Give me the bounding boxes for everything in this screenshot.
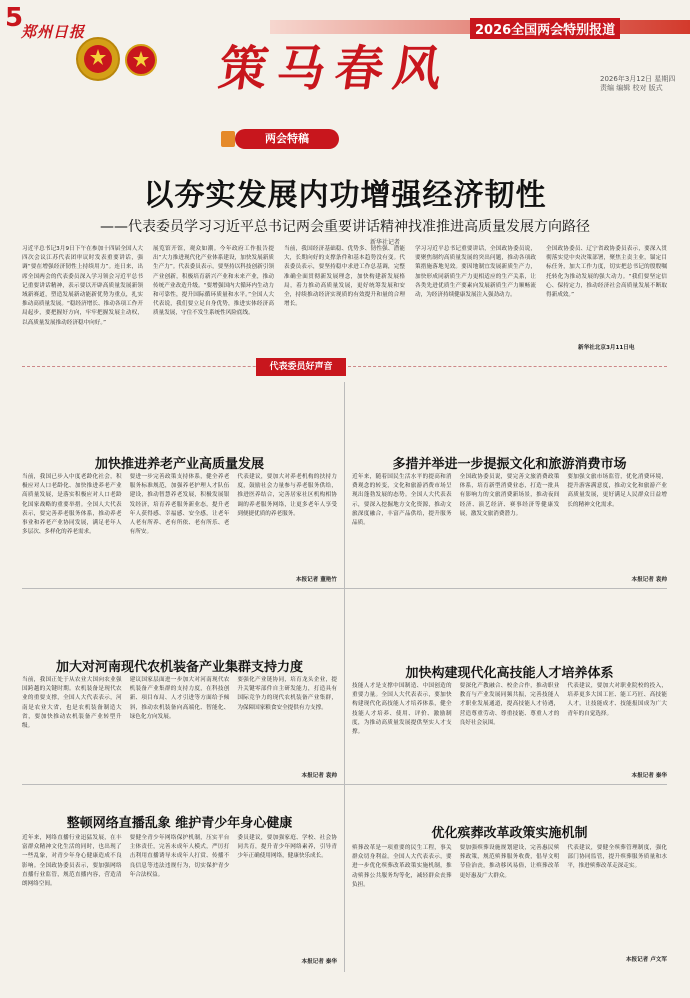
- lead-signature: 新华社北京3月11日电: [578, 345, 635, 351]
- lead-article-body: [22, 245, 667, 351]
- article-column: 代表建议，要加大对养老机构的扶持力度，鼓励社会力量参与养老服务供给，推进医养结合，完善居家社区机构相协调的养老服务网络，让更多老年人享受到便捷优质的养老服务。: [237, 474, 337, 517]
- article-signature: 本报记者 袁帅: [631, 577, 667, 583]
- subheadline: ——代表委员学习习近平总书记两会重要讲话精神找准推进高质量发展方向路径: [100, 219, 590, 235]
- lead-column: 展览馆开馆，观众如潮。今年政府工作报告提出“大力推进现代化产业体系建设，加快发展新质生产力”。代表委员表示，要坚持以科技创新引领产业创新，积极培育新兴产业和未来产业，推动传统产业改造升级。“要增强国内大循环内生动力和可靠性，提升国际循环质量和水平。”全国人大代表说，我们要立足自身优势，推进实体经济高质量发展，守住不发生系统性风险底线。: [153, 246, 274, 317]
- article-title: 多措并举进一步提振文化和旅游消费市场: [392, 457, 627, 472]
- article-column: 近年来，随着国民生活水平的提高和消费观念的转变，文化和旅游消费市场呈现出蓬勃发展的态势。全国人大代表表示，要深入挖掘地方文化资源，推动文旅深度融合，丰富产品供给，提升服务品质。: [352, 474, 452, 527]
- column-divider: [344, 382, 345, 972]
- article-signature: 本报记者 秦华: [301, 959, 337, 965]
- article-column: 技能人才是支撑中国制造、中国创造的重要力量。全国人大代表表示，要加快构建现代化高技能人才培养体系，健全技能人才培养、使用、评价、激励制度，为推动高质量发展提供坚实人才支撑。: [352, 683, 452, 736]
- row-divider: [22, 784, 667, 785]
- article-body: [352, 682, 667, 768]
- feature-tag: 代表委员好声音: [256, 358, 346, 376]
- national-emblem-icon: [75, 36, 121, 82]
- article-body: [352, 473, 667, 573]
- article-signature: 本报记者 卢文军: [625, 957, 667, 963]
- paper-name: 郑州日报: [21, 23, 86, 41]
- issue-date: [600, 75, 675, 93]
- editor-line: 责编 编辑 校对 版式: [600, 84, 663, 92]
- column-logo: 策马春风: [215, 41, 456, 97]
- headline: 以夯实发展内功增强经济韧性: [143, 178, 547, 213]
- article-column: 要强化产业链协同，培育龙头企业，提升关键零部件自主研发能力，打造具有国际竞争力的现代农机装备产业集群，为保障国家粮食安全提供有力支撑。: [237, 677, 337, 711]
- article-column: 要进一步完善政策支持体系，健全养老服务标准规范，加强养老护理人才队伍建设，推动智慧养老发展，积极发展银发经济，培育养老服务新业态，提升老年人获得感、幸福感、安全感，让老年人老有所养、老有所依、老有所乐、老有所安。: [129, 474, 230, 536]
- article-title: 加快推进养老产业高质量发展: [94, 457, 264, 472]
- article-title: 整顿网络直播乱象 维护青少年身心健康: [66, 816, 293, 831]
- row-divider: [22, 588, 667, 589]
- article-body: [22, 834, 337, 952]
- article-column: 代表建议，要健全殡葬管理制度，强化部门协同监管，提升殡葬服务质量和水平，推进殡葬改革走深走实。: [567, 845, 667, 870]
- article-body: [352, 844, 667, 950]
- lead-column: 学习习近平总书记重要讲话，全国政协委员说，要聚焦制约高质量发展的突出问题，推动各项政策措施落地见效。要因地制宜发展新质生产力，加快形成同新质生产力更相适应的生产关系，让各类先进优质生产要素向发展新质生产力顺畅流动，为经济持续健康发展注入强劲动力。: [415, 246, 536, 299]
- article-column: 要健全青少年网络保护机制，压实平台主体责任，完善未成年人模式，严厉打击利用直播诱导未成年人打赏、传播不良信息等违法违规行为，切实保护青少年合法权益。: [129, 835, 230, 878]
- article-signature: 本报记者 董艳竹: [295, 577, 337, 583]
- article-column: 建议国家层面进一步加大对河南现代农机装备产业集群的支持力度，在科技创新、项目布局、人才引进等方面给予倾斜，推动农机装备向高端化、智能化、绿色化方向发展。: [129, 677, 230, 720]
- article-column: 殡葬改革是一项重要的民生工程，事关群众切身利益。全国人大代表表示，要进一步优化殡葬改革政策实施机制，推动殡葬公共服务均等化，减轻群众丧葬负担。: [352, 845, 452, 888]
- article-column: 要加强殡葬设施规划建设，完善惠民殡葬政策，规范殡葬服务收费，倡导文明节俭治丧，推动移风易俗，让殡葬改革更好惠及广大群众。: [459, 845, 560, 879]
- article-body: [22, 473, 337, 573]
- byline: 新华社记者: [370, 239, 401, 246]
- article-column: 要加强文旅市场监管，优化消费环境，提升游客满意度，推动文化和旅游产业高质量发展，更好满足人民群众日益增长的精神文化需求。: [567, 474, 667, 508]
- article-column: 近年来，网络直播行业迅猛发展，在丰富群众精神文化生活的同时，也出现了一些乱象，对青少年身心健康造成不良影响。全国政协委员表示，要加强网络直播行业监管，规范直播内容，营造清朗网络空间。: [22, 835, 122, 888]
- article-column: 代表建议，要加大对职业院校的投入，培养更多大国工匠、能工巧匠、高技能人才，让技能成才、技能报国成为广大青年的自觉选择。: [567, 683, 667, 717]
- section-tag: 两会特稿: [235, 129, 339, 149]
- page-number: 5: [5, 3, 24, 33]
- lead-column: 全国政协委员、辽宁省政协委员表示，要深入贯彻落实党中央决策部署，聚焦主责主业，锚定目标任务，加大工作力度，切实把总书记的殷殷嘱托转化为推动发展的强大动力。“我们要坚定信心、保持定力，推动经济社会高质量发展不断取得新成效。”: [546, 246, 667, 299]
- article-signature: 本报记者 秦华: [631, 773, 667, 779]
- article-column: 全国政协委员说，要完善文旅消费政策体系，培育新型消费业态，打造一批具有影响力的文旅消费新场景，推动夜间经济、演艺经济、赛事经济等健康发展，激发文旅消费潜力。: [459, 474, 560, 517]
- article-title: 优化殡葬改革政策实施机制: [431, 826, 588, 841]
- article-column: 要深化产教融合、校企合作，推动职业教育与产业发展同频共振，完善技能人才职业发展通道，提高技能人才待遇，营造尊重劳动、尊重技能、尊重人才的良好社会氛围。: [459, 683, 560, 726]
- article-title: 加大对河南现代农机装备产业集群支持力度: [55, 660, 303, 675]
- article-column: 当前，我国已步入中度老龄化社会，积极应对人口老龄化、加快推进养老产业高质量发展，是落实积极应对人口老龄化国家战略的重要举措。全国人大代表表示，要完善养老服务体系，推动养老事业和养老产业协同发展，满足老年人多层次、多样化的养老需求。: [22, 474, 122, 536]
- lead-column: 习近平总书记3月9日下午在参加十四届全国人大四次会议江苏代表团审议时发表重要讲话，强调“要在增强经济韧性上持续用力”。连日来，出席全国两会的代表委员深入学习领会习近平总书记重要讲话精神，表示要以开辟高质量发展新领域新赛道，塑造发展新动能新优势为重点，扎实推动高质量发展。“稳经济增长、推动各项工作开局起步，要把握好方向，牢牢把握发展主动权，以高质量发展推动经济稳中向好。”: [22, 246, 143, 326]
- article-signature: 本报记者 袁帅: [301, 773, 337, 779]
- cppcc-emblem-icon: [125, 44, 157, 76]
- article-column: 当前，我国正处于从农业大国向农业强国跨越的关键时期。农机装备是现代农业的重要支撑，全国人大代表表示，河南是农业大省，也是农机装备制造大省，要加快推动农机装备产业转型升级。: [22, 677, 122, 730]
- article-title: 加快构建现代化高技能人才培养体系: [405, 666, 614, 681]
- article-column: 委员建议，要加强家庭、学校、社会协同共育，提升青少年网络素养，引导青少年正确使用网络，健康快乐成长。: [237, 835, 337, 860]
- date-line: 2026年3月12日 星期四: [600, 75, 676, 83]
- special-report-banner: 2026全国两会特别报道: [470, 18, 620, 39]
- article-body: [22, 676, 337, 768]
- lead-column: 当前，我国经济基础稳、优势多、韧性强、潜能大，长期向好的支撑条件和基本趋势没有变。代表委员表示，要坚持稳中求进工作总基调，完整准确全面贯彻新发展理念，加快构建新发展格局，着力推动高质量发展，更好统筹发展和安全，持续推动经济实现质的有效提升和量的合理增长。: [284, 246, 405, 308]
